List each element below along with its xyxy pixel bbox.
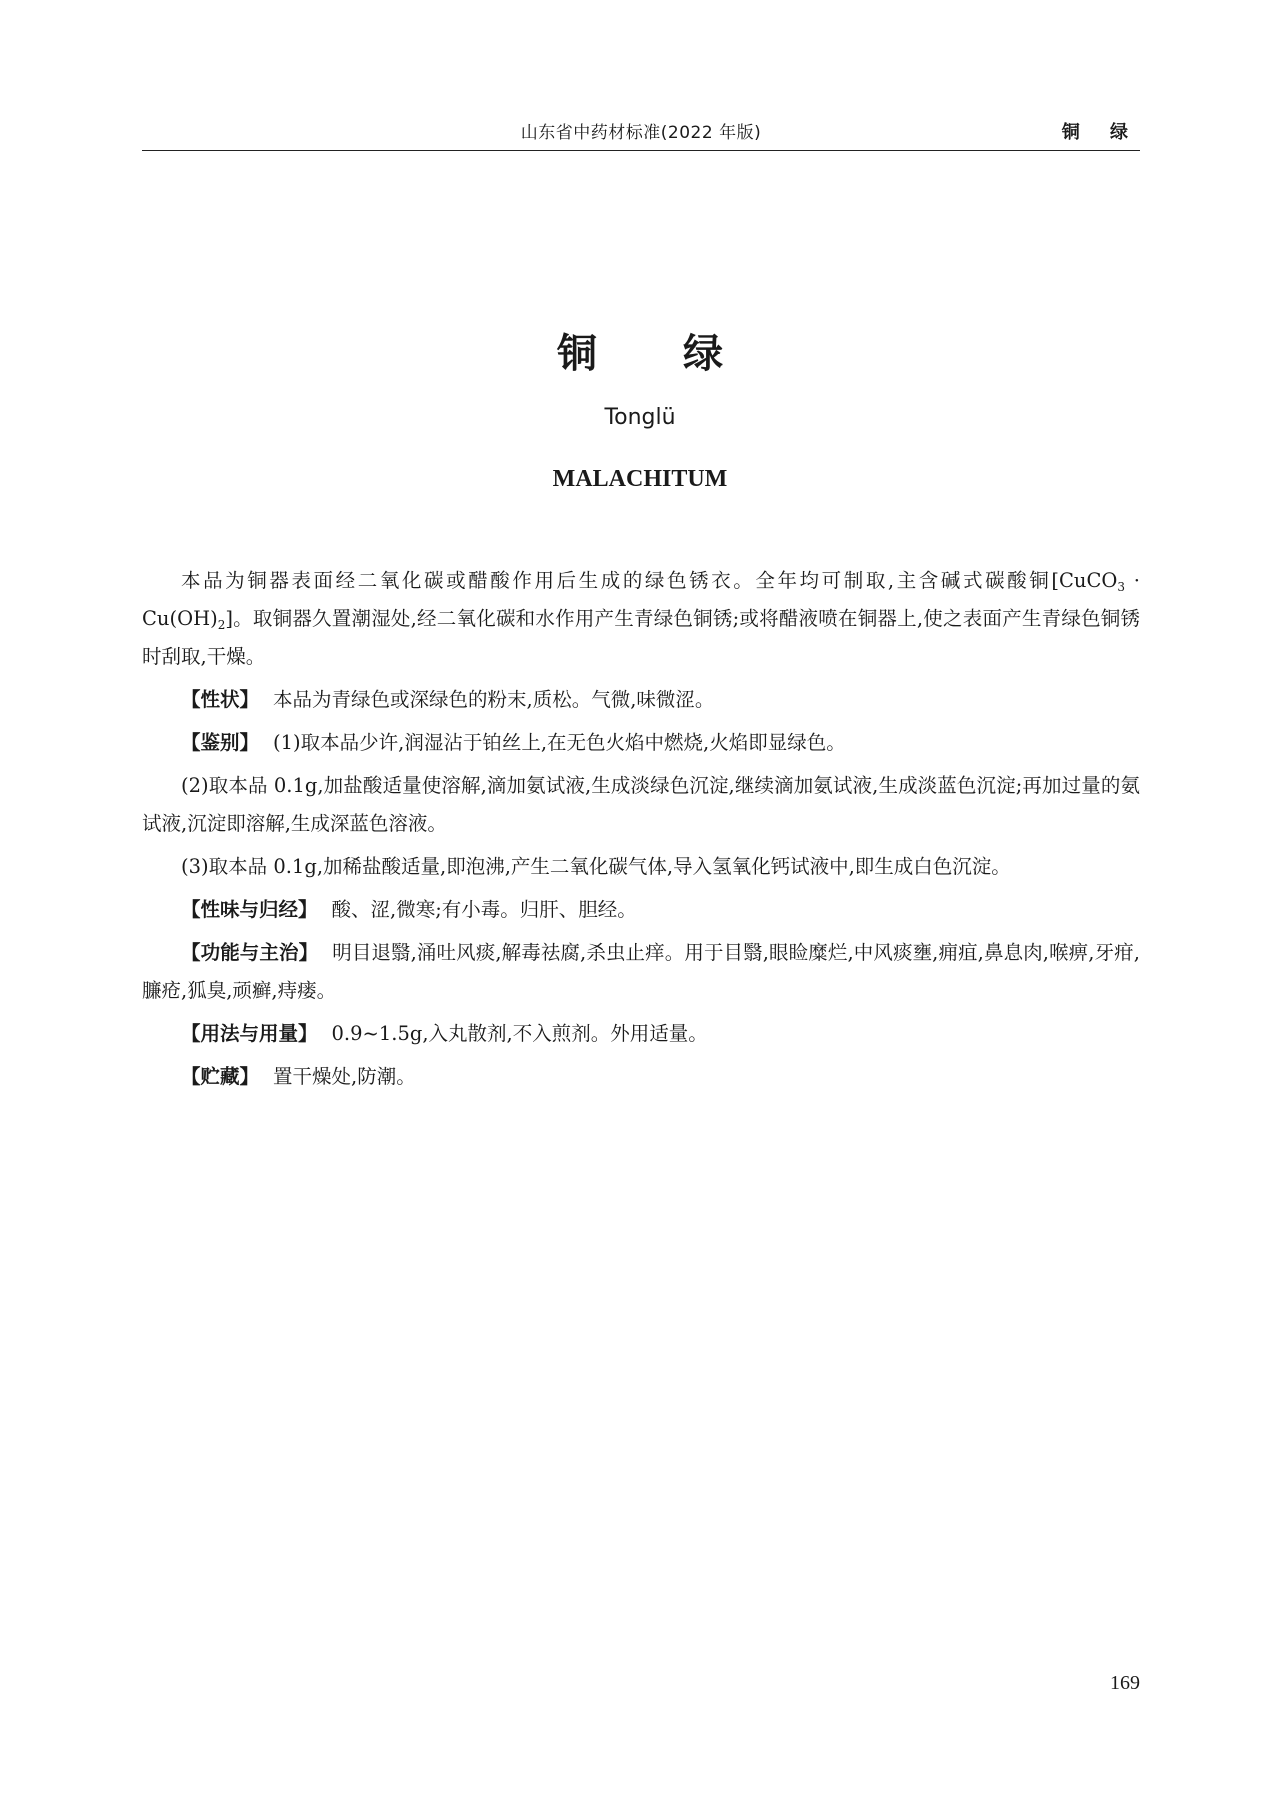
section-label: 【鉴别】 bbox=[181, 731, 260, 754]
entry-header: 铜 绿 bbox=[1061, 122, 1140, 143]
intro-text-1: 本品为铜器表面经二氧化碳或醋酸作用后生成的绿色锈衣。全年均可制取,主含碱式碳酸铜[CuCO bbox=[181, 569, 1118, 592]
section-storage bbox=[142, 1058, 1140, 1096]
book-title: 山东省中药材标准(2022 年版) bbox=[520, 123, 762, 143]
intro-subscript-1: 3 bbox=[1117, 580, 1125, 594]
entry-title: 铜 绿 bbox=[557, 331, 759, 377]
section-text: 酸、涩,微寒;有小毒。归肝、胆经。 bbox=[331, 898, 637, 921]
pinyin-name: Tonglü bbox=[604, 405, 676, 430]
section-nature bbox=[142, 891, 1140, 929]
latin-name: MALACHITUM bbox=[552, 466, 728, 492]
running-header bbox=[142, 114, 1140, 154]
section-identification bbox=[142, 724, 1140, 762]
intro-text-2: · Cu(OH) bbox=[142, 569, 1140, 630]
identification-item-3: (3)取本品 0.1g,加稀盐酸适量,即泡沸,产生二氧化碳气体,导入氢氧化钙试液中,即生成白色沉淀。 bbox=[181, 855, 1011, 878]
monograph-body bbox=[142, 562, 1140, 1101]
section-usage bbox=[142, 1015, 1140, 1053]
intro-text-3: ]。取铜器久置潮湿处,经二氧化碳和水作用产生青绿色铜锈;或将醋液喷在铜器上,使之表面产生青绿色铜锈时刮取,干燥。 bbox=[142, 607, 1140, 668]
identification-item-2: (2)取本品 0.1g,加盐酸适量使溶解,滴加氨试液,生成淡绿色沉淀,继续滴加氨试液,生成淡蓝色沉淀;再加过量的氨试液,沉淀即溶解,生成深蓝色溶液。 bbox=[142, 774, 1140, 835]
section-text: 本品为青绿色或深绿色的粉末,质松。气微,味微涩。 bbox=[273, 688, 715, 711]
section-label: 【性味与归经】 bbox=[181, 898, 318, 921]
intro-paragraph bbox=[142, 562, 1140, 676]
header-rule bbox=[142, 150, 1140, 151]
section-text: 明目退翳,涌吐风痰,解毒祛腐,杀虫止痒。用于目翳,眼睑糜烂,中风痰壅,痈疽,鼻息肉,喉痹,牙疳,臁疮,狐臭,顽癣,痔瘘。 bbox=[142, 941, 1140, 1002]
section-description bbox=[142, 681, 1140, 719]
section-label: 【性状】 bbox=[181, 688, 260, 711]
page-number: 169 bbox=[1110, 1672, 1140, 1694]
section-text: 0.9~1.5g,入丸散剂,不入煎剂。外用适量。 bbox=[331, 1022, 708, 1045]
section-label: 【贮藏】 bbox=[181, 1065, 260, 1088]
section-function bbox=[142, 934, 1140, 1010]
intro-subscript-2: 2 bbox=[217, 618, 226, 632]
identification-item-1: (1)取本品少许,润湿沾于铂丝上,在无色火焰中燃烧,火焰即显绿色。 bbox=[273, 731, 846, 754]
section-text: 置干燥处,防潮。 bbox=[273, 1065, 416, 1088]
section-label: 【用法与用量】 bbox=[181, 1022, 318, 1045]
section-label: 【功能与主治】 bbox=[181, 941, 319, 964]
